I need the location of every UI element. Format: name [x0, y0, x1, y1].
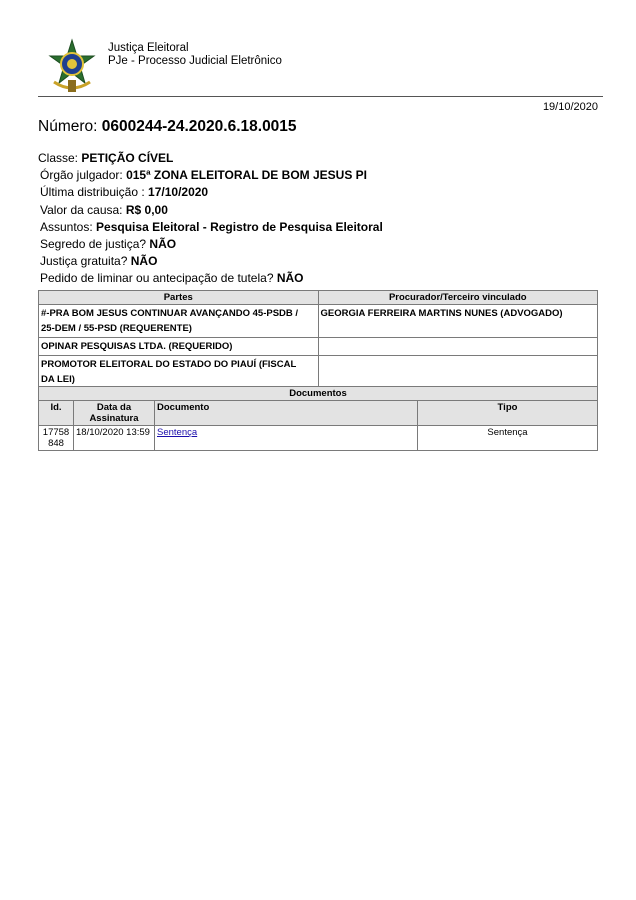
field-justica-gratuita — [38, 253, 383, 270]
field-label: Pedido de liminar ou antecipação de tutela? — [40, 271, 274, 286]
procurador-header: Procurador/Terceiro vinculado — [318, 291, 598, 305]
field-value: 17/10/2020 — [148, 185, 209, 200]
field-value: Pesquisa Eleitoral - Registro de Pesquisa Eleitoral — [96, 219, 383, 234]
org-line-1: Justiça Eleitoral — [108, 42, 189, 54]
procurador-cell — [318, 356, 598, 389]
field-value: NÃO — [130, 254, 158, 269]
field-valor-causa — [38, 202, 383, 219]
doc-id-line: 848 — [48, 438, 64, 449]
col-data-line: Data da — [96, 402, 132, 413]
field-value: NÃO — [149, 237, 177, 252]
header-divider — [38, 96, 603, 97]
field-value: PETIÇÃO CÍVEL — [81, 151, 174, 165]
field-value: R$ 0,00 — [125, 202, 168, 217]
col-id-header: Id. — [39, 401, 74, 426]
parte-line: #-PRA BOM JESUS CONTINUAR AVANÇANDO 45-PSDB / — [41, 308, 299, 319]
process-number-label: Número: — [38, 118, 98, 135]
documentos-table — [38, 386, 598, 451]
procurador-cell: GEORGIA FERREIRA MARTINS NUNES (ADVOGADO) — [318, 305, 598, 338]
field-pedido-liminar — [38, 270, 383, 287]
col-data-header — [74, 401, 155, 426]
table-row — [39, 426, 598, 451]
field-label: Órgão julgador: — [40, 168, 123, 183]
organization-name — [108, 42, 282, 68]
brazil-coat-of-arms-icon — [44, 38, 100, 94]
process-number-value: 0600244-24.2020.6.18.0015 — [101, 118, 297, 135]
col-tipo-header: Tipo — [418, 401, 598, 426]
field-label: Classe: — [38, 151, 79, 165]
parte-cell — [39, 356, 319, 389]
field-label: Última distribuição : — [40, 185, 145, 200]
org-line-2: PJe - Processo Judicial Eletrônico — [108, 55, 282, 67]
field-classe — [38, 150, 383, 167]
table-row — [39, 356, 598, 389]
field-value: 015ª ZONA ELEITORAL DE BOM JESUS PI — [126, 168, 367, 183]
col-documento-header: Documento — [155, 401, 418, 426]
doc-id-line: 17758 — [42, 427, 70, 438]
field-assuntos — [38, 219, 383, 236]
field-label: Assuntos: — [40, 219, 93, 234]
field-value: NÃO — [276, 271, 304, 286]
doc-name-cell — [155, 426, 418, 451]
field-label: Segredo de justiça? — [40, 237, 147, 252]
field-segredo-justica — [38, 236, 383, 253]
partes-header: Partes — [39, 291, 319, 305]
document-date: 19/10/2020 — [542, 101, 598, 113]
doc-date-cell: 18/10/2020 13:59 — [74, 426, 155, 451]
doc-id-cell — [39, 426, 74, 451]
parte-line: DA LEI) — [41, 374, 75, 385]
doc-link[interactable]: Sentença — [157, 427, 198, 438]
process-number — [38, 118, 297, 136]
field-label: Valor da causa: — [40, 202, 123, 217]
col-data-line: Assinatura — [89, 413, 139, 424]
documentos-title: Documentos — [39, 387, 598, 401]
table-row — [39, 305, 598, 338]
doc-type-cell: Sentença — [418, 426, 598, 451]
parte-line: 25-DEM / 55-PSD (REQUERENTE) — [41, 323, 192, 334]
parte-cell — [39, 305, 319, 338]
partes-table — [38, 290, 598, 389]
parte-cell: OPINAR PESQUISAS LTDA. (REQUERIDO) — [39, 338, 319, 356]
procurador-cell — [318, 338, 598, 356]
field-label: Justiça gratuita? — [40, 254, 128, 269]
parte-line: PROMOTOR ELEITORAL DO ESTADO DO PIAUÍ (FISCAL — [41, 359, 297, 370]
field-ultima-distribuicao — [38, 184, 383, 201]
field-orgao-julgador — [38, 167, 383, 184]
table-row — [39, 338, 598, 356]
document-header — [38, 34, 603, 98]
process-fields — [38, 150, 383, 288]
